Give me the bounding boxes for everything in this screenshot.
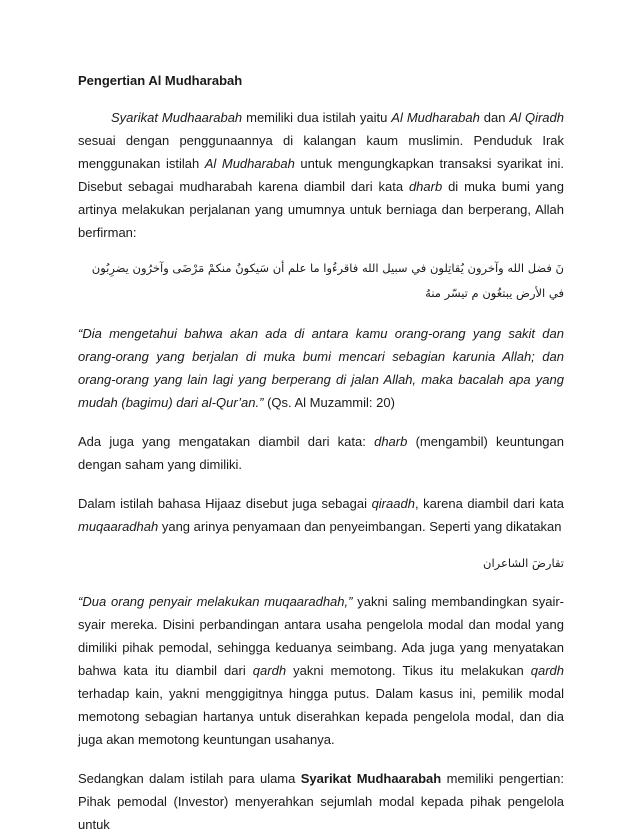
term-dharb: dharb	[374, 434, 408, 449]
arabic-phrase: تقارضَ الشاعران	[483, 556, 564, 570]
term-qardh: qardh	[252, 663, 287, 678]
paragraph-quote	[78, 322, 564, 414]
document-page	[78, 72, 564, 836]
text-span: memiliki pengertian: Pihak pemodal (Investor) menyerahkan sejumlah modal kepada pihak pengelola untuk	[78, 771, 564, 832]
text-span: (mengambil) keuntungan dengan saham yang dimiliki.	[78, 434, 564, 472]
text-span: terhadap kain, yakni menggigitnya hingga putus. Dalam kasus ini, pemilik modal memotong sebagian hartanya untuk diserahkan kepada pengelola modal, dan dia juga akan memotong keuntungan usahanya.	[78, 686, 564, 747]
quote-muqaaradhah: “Dua orang penyair melakukan muqaaradhah,”	[78, 594, 353, 609]
text-span: yakni saling membandingkan syair-syair mereka. Disini perbandingan antara usaha pengelola modal dan modal yang dimiliki pihak pemodal, sehingga keduanya seimbang. Ada juga yang menyatakan bahwa kata itu diambil dari	[78, 594, 565, 678]
verse-translation: “Dia mengetahui bahwa akan ada di antara kamu orang-orang yang sakit dan orang-orang yang berjalan di muka bumi mencari sebagian karunia Allah; dan orang-orang yang lain lagi yang berperang di jalan Allah, maka bacalah apa yang mudah (bagimu) dari al-Qur’an.”	[78, 326, 564, 410]
term-qiraadh: qiraadh	[371, 496, 415, 511]
term-qardh: qardh	[530, 663, 564, 678]
paragraph-qiraadh	[78, 492, 564, 538]
text-span: yang arinya penyamaan dan penyeimbangan. Seperti yang dikatakan	[158, 519, 562, 534]
text-span: di muka bumi yang artinya melakukan perjalanan yang umumnya untuk berniaga dan berperang, Allah berfirman:	[78, 179, 564, 240]
text-span: yakni memotong. Tikus itu melakukan	[286, 663, 531, 678]
term-al-qiradh: Al Qiradh	[509, 110, 564, 125]
text-span: , karena diambil dari kata	[414, 496, 564, 511]
term-syarikat-mudhaarabah-bold: Syarikat Mudhaarabah	[300, 771, 442, 786]
term-syarikat-mudhaarabah: Syarikat Mudhaarabah	[111, 110, 243, 125]
section-heading: Pengertian Al Mudharabah	[78, 73, 243, 88]
text-span: Dalam istilah bahasa Hijaaz disebut juga sebagai	[78, 496, 372, 511]
term-muqaaradhah: muqaaradhah	[78, 519, 159, 534]
arabic-verse: نَ فضل الله وآخرون يُقاتِلون في سبيل الله فاقرءُوا ما علم أن سَيكونُ منكمْ مَرْضَى وآخرُون يضرِبُون في الأرض يبتغُون م تيسّر منهُ	[91, 261, 564, 300]
text-span: sesuai dengan penggunaannya di kalangan kaum muslimin. Penduduk Irak menggunakan istilah	[78, 133, 564, 171]
text-span: Ada juga yang mengatakan diambil dari kata:	[78, 434, 375, 449]
text-span: memiliki dua istilah yaitu	[242, 110, 392, 125]
term-al-mudharabah: Al Mudharabah	[391, 110, 480, 125]
paragraph-definition	[78, 106, 564, 244]
text-span: dan	[479, 110, 510, 125]
term-al-mudharabah: Al Mudharabah	[204, 156, 295, 171]
term-dharb: dharb	[408, 179, 443, 194]
verse-reference: (Qs. Al Muzammil: 20)	[263, 395, 395, 410]
text-span: Sedangkan dalam istilah para ulama	[78, 771, 301, 786]
paragraph-muqaaradhah	[78, 590, 564, 751]
text-span: untuk mengungkapkan transaksi syarikat ini. Disebut sebagai mudharabah karena diambil dari kata	[78, 156, 565, 194]
paragraph-dharb	[78, 430, 564, 476]
